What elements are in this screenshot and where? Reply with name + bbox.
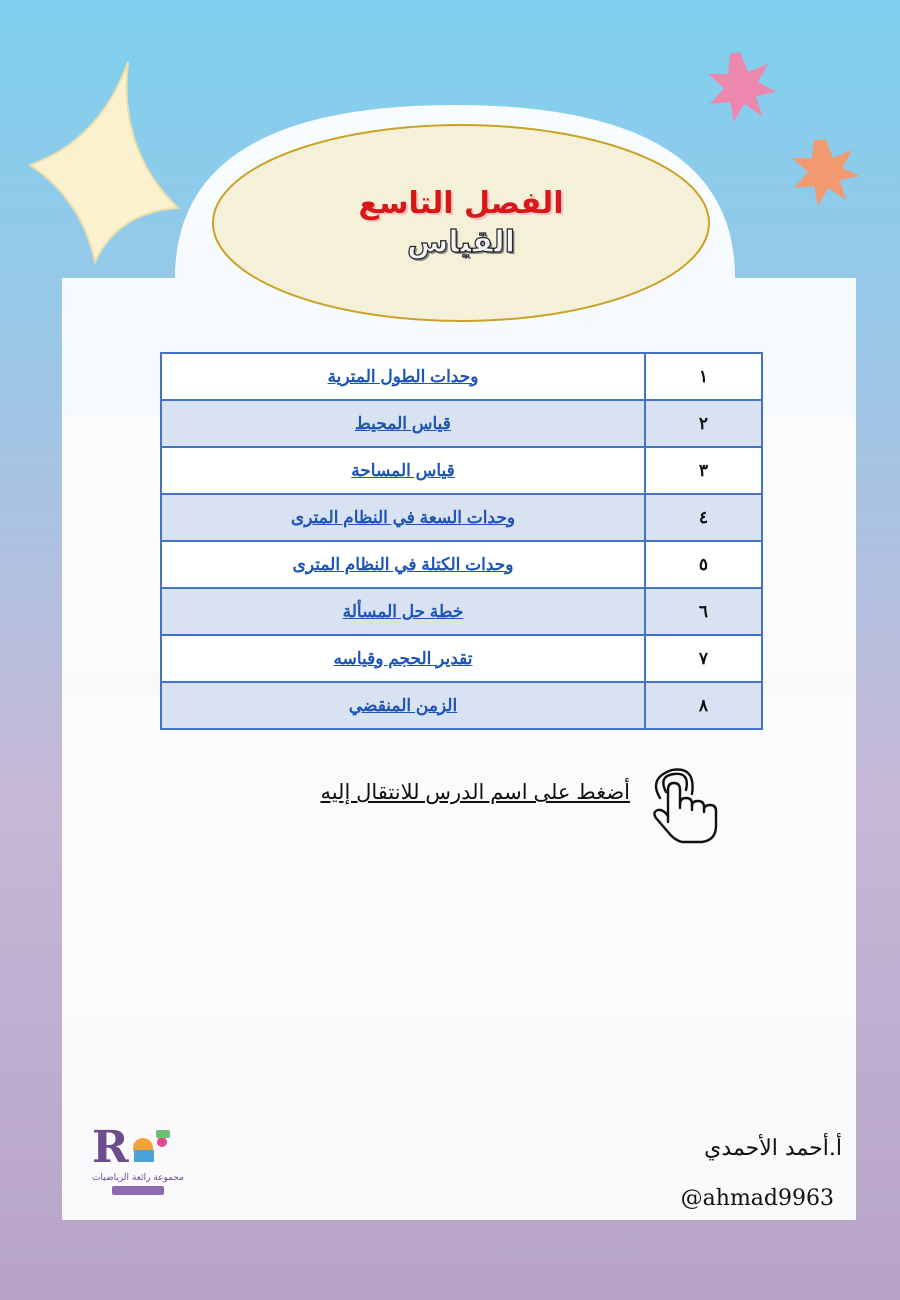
lesson-number: ٦: [645, 588, 762, 635]
lesson-number: ٢: [645, 400, 762, 447]
author-handle: @ahmad9963: [680, 1186, 834, 1211]
table-row: [161, 400, 762, 447]
lesson-link-5[interactable]: وحدات الكتلة في النظام المترى: [292, 554, 514, 574]
lesson-number: ٨: [645, 682, 762, 729]
table-row: [161, 588, 762, 635]
lesson-number: ٥: [645, 541, 762, 588]
logo-text: مجموعة رائعة الرياضيات: [92, 1173, 184, 1183]
lesson-link-7[interactable]: تقدير الحجم وقياسه: [333, 648, 473, 668]
lesson-number: ٣: [645, 447, 762, 494]
unit-title: القياس: [406, 225, 516, 260]
lesson-link-4[interactable]: وحدات السعة في النظام المترى: [290, 507, 516, 527]
table-row: [161, 541, 762, 588]
lesson-link-2[interactable]: قياس المحيط: [355, 413, 451, 433]
table-row: [161, 494, 762, 541]
table-row: [161, 682, 762, 729]
lesson-number: ٧: [645, 635, 762, 682]
lesson-link-1[interactable]: وحدات الطول المترية: [327, 366, 479, 386]
cream-star-icon: [30, 62, 178, 262]
svg-text:R: R: [92, 1122, 129, 1173]
author-name: أ.أحمد الأحمدي: [704, 1136, 842, 1161]
pink-star-icon: [708, 52, 776, 122]
chapter-title: الفصل التاسع: [358, 186, 564, 221]
table-row: [161, 635, 762, 682]
lesson-link-6[interactable]: خطة حل المسألة: [342, 601, 464, 621]
title-oval: [213, 125, 709, 321]
lessons-table: [160, 352, 763, 730]
table-row: [161, 447, 762, 494]
lesson-number: ١: [645, 353, 762, 400]
table-row: [161, 353, 762, 400]
tap-hand-icon: [640, 768, 722, 846]
orange-star-icon: [792, 140, 860, 206]
logo-icon: [88, 1120, 188, 1200]
lesson-number: ٤: [645, 494, 762, 541]
instruction-text: أضغط على اسم الدرس للانتقال إليه: [320, 781, 630, 804]
lesson-link-8[interactable]: الزمن المنقضي: [348, 695, 458, 715]
lesson-link-3[interactable]: قياس المساحة: [351, 460, 455, 480]
